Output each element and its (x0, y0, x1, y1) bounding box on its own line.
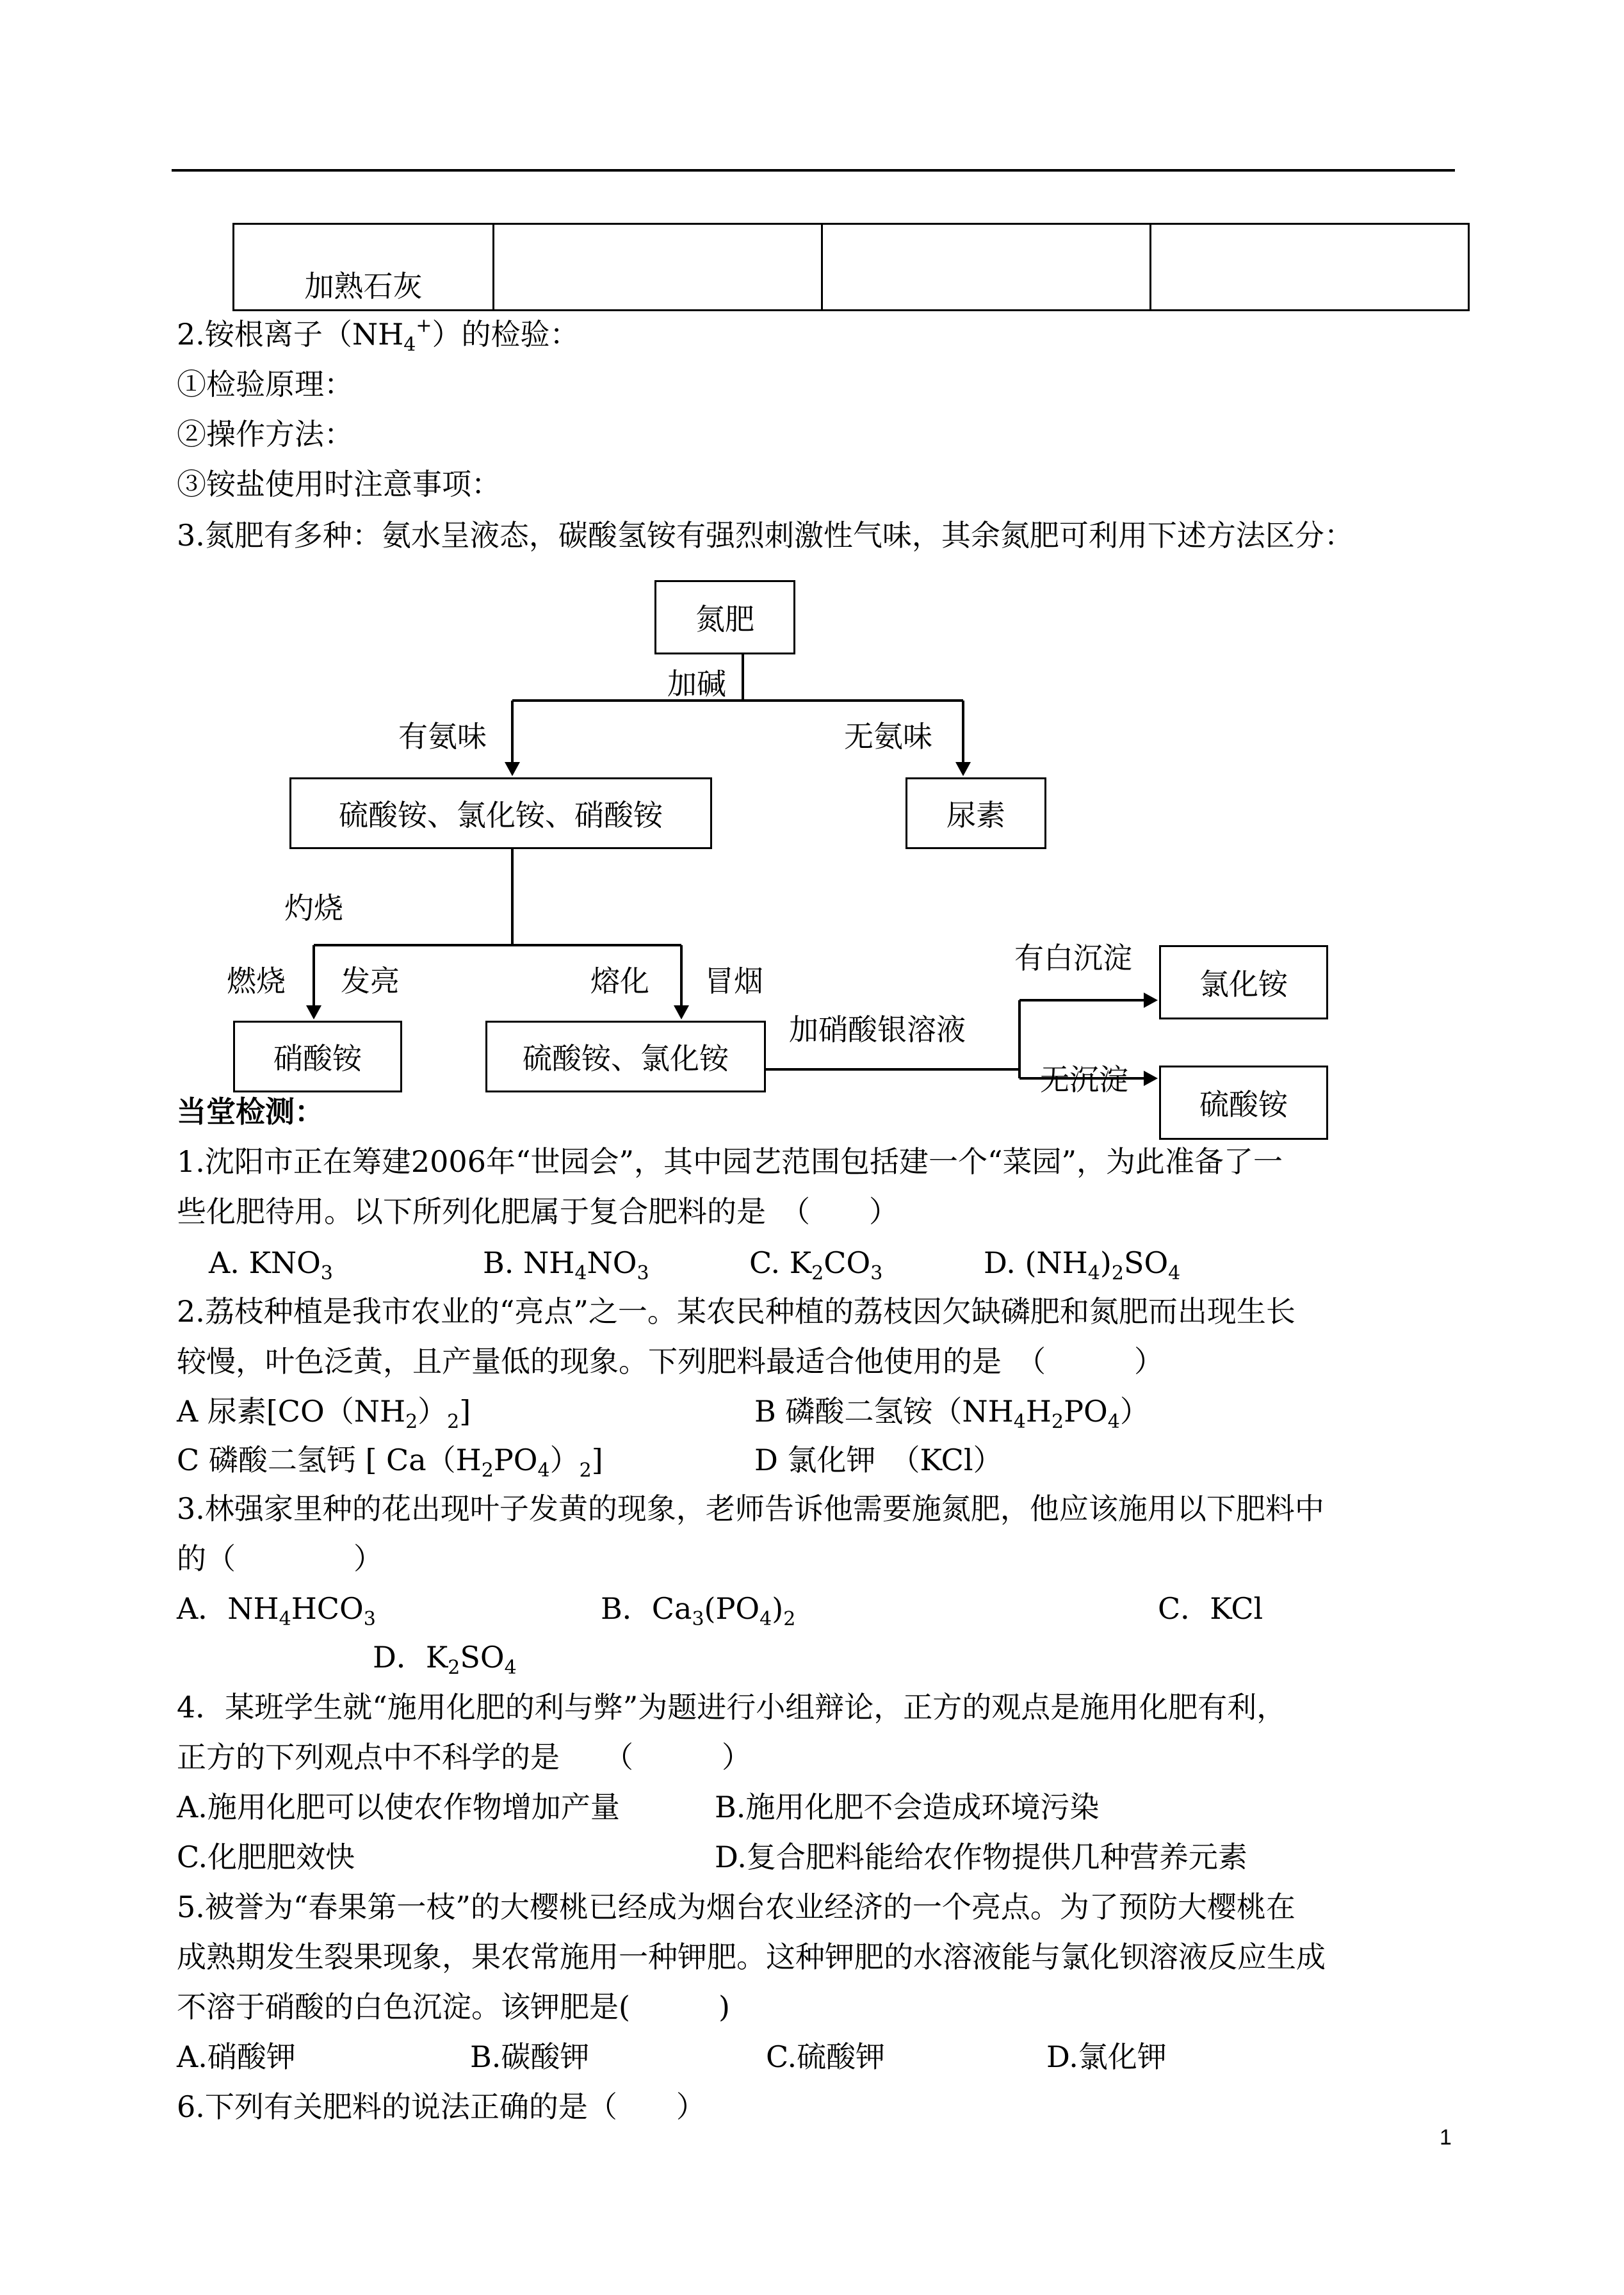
q2-option-d: D 氯化钾 （KCl） (754, 1443, 1003, 1477)
q2-option-b: B 磷酸二氢铵$(NH_4H_2PO_4)$ (754, 1394, 1149, 1433)
label-no-ammonia: 无氨味 (844, 719, 932, 754)
node-ammonium-nitrate: 硝酸铵 (233, 1021, 402, 1092)
q1-option-b: B. $NH_4NO_3$ (483, 1245, 649, 1285)
q2-line2: 较慢，叶色泛黄，且产量低的现象。下列肥料最适合他使用的是 （ ） (177, 1344, 1164, 1379)
q1-option-c: C. $K_2CO_3$ (749, 1245, 883, 1285)
q1-option-d: D. $(NH_4)_2SO_4$ (984, 1245, 1181, 1285)
q1-line1: 1.沈阳市正在筹建2006年“世园会”，其中园艺范围包括建一个“菜园”，为此准备了一 (177, 1144, 1283, 1179)
q4-line1: 4．某班学生就“施用化肥的利与弊”为题进行小组辩论，正方的观点是施用化肥有利， (177, 1690, 1287, 1724)
label-add-silver-nitrate: 加硝酸银溶液 (789, 1012, 966, 1047)
section2-title: 2.铵根离子$(NH_4^+)$的检验： (177, 314, 580, 356)
node-ammonium-sulfate: 硫酸铵 (1159, 1066, 1328, 1140)
q3-option-a: A．$NH_4HCO_3$ (177, 1591, 376, 1630)
q5-line1: 5.被誉为“春果第一枝”的大樱桃已经成为烟台农业经济的一个亮点。为了预防大樱桃在 (177, 1890, 1295, 1924)
label-white-precipitate: 有白沉淀 (1014, 941, 1132, 975)
q6-line1: 6.下列有关肥料的说法正确的是（ ） (177, 2089, 706, 2124)
q3-line1: 3.林强家里种的花出现叶子发黄的现象，老师告诉他需要施氮肥，他应该施用以下肥料中 (177, 1491, 1324, 1526)
node-urea: 尿素 (905, 777, 1046, 849)
label-no-precipitate: 无沉淀 (1040, 1062, 1128, 1097)
q3-option-d: D．$K_2SO_4$ (373, 1640, 517, 1679)
q4-option-c: C.化肥肥效快 (177, 1840, 355, 1874)
label-smoke: 冒烟 (704, 964, 763, 998)
label-add-base: 加碱 (667, 667, 726, 701)
q2-option-c: C 磷酸二氢钙 [ $Ca(H_2PO_4)_2$] (177, 1443, 603, 1482)
node-group1: 硫酸铵、氯化铵、硝酸铵 (289, 777, 712, 849)
q5-option-b: B.碳酸钾 (470, 2040, 590, 2074)
table-cell: 加熟石灰 (234, 224, 494, 311)
q5-option-d: D.氯化钾 (1046, 2040, 1167, 2074)
node-nitrogen-fertilizer: 氮肥 (654, 580, 795, 654)
page-number: 1 (1440, 2125, 1452, 2150)
quiz-heading: 当堂检测： (177, 1094, 324, 1129)
q4-line2: 正方的下列观点中不科学的是 （ ） (177, 1740, 751, 1774)
label-has-ammonia: 有氨味 (398, 719, 487, 754)
q1-line2: 些化肥待用。以下所列化肥属于复合肥料的是 （ ） (177, 1194, 898, 1229)
q5-line2: 成熟期发生裂果现象，果农常施用一种钾肥。这种钾肥的水溶液能与氯化钡溶液反应生成 (177, 1940, 1326, 1974)
q5-option-c: C.硫酸钾 (766, 2040, 886, 2074)
label-burn: 灼烧 (284, 891, 343, 925)
q2-option-a: A 尿素$[CO(NH_2)_2]$ (177, 1394, 471, 1433)
q5-option-a: A.硝酸钾 (177, 2040, 296, 2074)
q4-option-d: D.复合肥料能给农作物提供几种营养元素 (715, 1840, 1247, 1874)
section2-item-1: ①检验原理： (177, 367, 353, 401)
section2-item-2: ②操作方法： (177, 417, 353, 451)
q2-line1: 2.荔枝种植是我市农业的“亮点”之一。某农民种植的荔枝因欠缺磷肥和氮肥而出现生长 (177, 1294, 1295, 1329)
label-combust: 燃烧 (227, 964, 286, 998)
label-glow: 发亮 (341, 964, 400, 998)
q3-line2: 的（ ） (177, 1541, 383, 1576)
q3-option-b: B．$Ca_3(PO_4)_2$ (601, 1591, 796, 1630)
node-group2: 硫酸铵、氯化铵 (485, 1021, 766, 1092)
q4-option-b: B.施用化肥不会造成环境污染 (715, 1790, 1100, 1824)
node-ammonium-chloride: 氯化铵 (1159, 945, 1328, 1019)
q4-option-a: A.施用化肥可以使农作物增加产量 (177, 1790, 620, 1824)
q5-line3: 不溶于硝酸的白色沉淀。该钾肥是( ) (177, 1990, 730, 2024)
q3-option-c: C．KCl (1158, 1591, 1263, 1626)
section3-title: 3.氮肥有多种：氨水呈液态，碳酸氢铵有强烈刺激性气味，其余氮肥可利用下述方法区分： (177, 518, 1354, 553)
label-melt: 熔化 (590, 964, 649, 998)
section2-item-3: ③铵盐使用时注意事项： (177, 467, 501, 501)
q1-option-a: A. $KNO_3$ (209, 1245, 333, 1285)
